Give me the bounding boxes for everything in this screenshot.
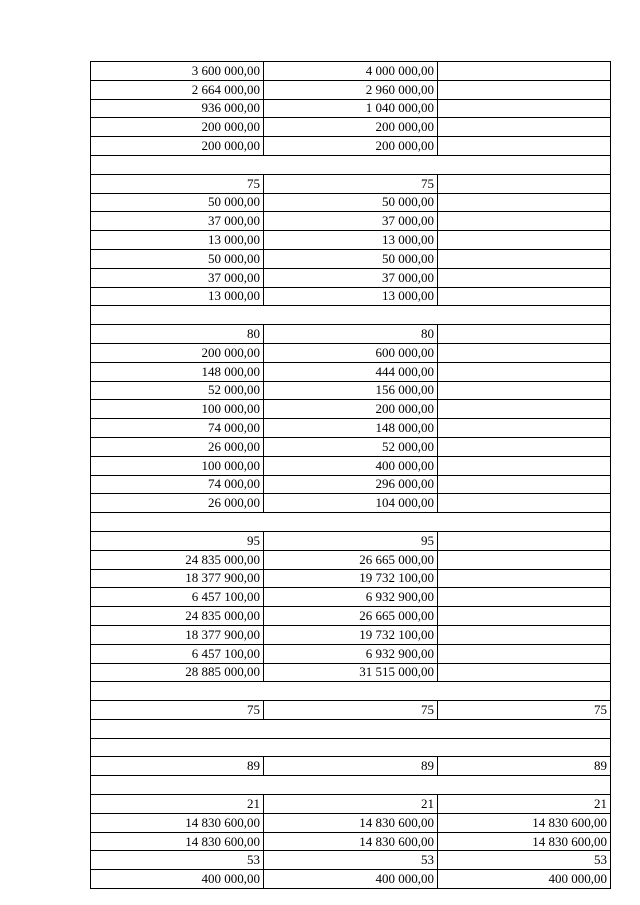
table-row: [91, 475, 611, 494]
table-cell-col2: 1 040 000,00: [264, 99, 438, 118]
table-cell-col3: [438, 62, 611, 81]
table-row: [91, 325, 611, 344]
table-cell-col2: 6 932 900,00: [264, 644, 438, 663]
table-cell-col2: 52 000,00: [264, 437, 438, 456]
table-cell-col2: 31 515 000,00: [264, 663, 438, 682]
table-cell-col3: [438, 531, 611, 550]
table-cell-col1: 2 664 000,00: [91, 80, 264, 99]
table-cell-col3: 21: [438, 795, 611, 814]
table-cell-col1: 53: [91, 851, 264, 870]
separator-row: [91, 738, 611, 757]
table-cell-col2: 104 000,00: [264, 494, 438, 513]
table-row: [91, 287, 611, 306]
table-row: [91, 795, 611, 814]
table-cell-col3: [438, 118, 611, 137]
separator-cell: [91, 776, 611, 795]
table-cell-col3: [438, 325, 611, 344]
table-cell-col1: 200 000,00: [91, 118, 264, 137]
table-cell-col3: [438, 137, 611, 156]
separator-cell: [91, 513, 611, 532]
table-row: [91, 62, 611, 81]
table-row: [91, 832, 611, 851]
table-row: [91, 400, 611, 419]
table-cell-col2: 6 932 900,00: [264, 588, 438, 607]
table-row: [91, 569, 611, 588]
table-cell-col1: 50 000,00: [91, 193, 264, 212]
table-cell-col2: 156 000,00: [264, 381, 438, 400]
table-cell-col1: 6 457 100,00: [91, 588, 264, 607]
table-row: [91, 268, 611, 287]
table-cell-col1: 50 000,00: [91, 249, 264, 268]
table-cell-col1: 14 830 600,00: [91, 813, 264, 832]
table-row: [91, 137, 611, 156]
table-cell-col3: [438, 212, 611, 231]
table-cell-col3: 53: [438, 851, 611, 870]
table-cell-col3: [438, 268, 611, 287]
table-cell-col3: 400 000,00: [438, 870, 611, 889]
table-row: [91, 437, 611, 456]
table-cell-col2: 80: [264, 325, 438, 344]
separator-row: [91, 719, 611, 738]
table-cell-col3: [438, 193, 611, 212]
table-cell-col1: 3 600 000,00: [91, 62, 264, 81]
table-cell-col3: [438, 475, 611, 494]
separator-row: [91, 682, 611, 701]
table-cell-col2: 89: [264, 757, 438, 776]
table-body: [91, 62, 611, 889]
table-cell-col2: 296 000,00: [264, 475, 438, 494]
table-cell-col1: 89: [91, 757, 264, 776]
table-cell-col2: 75: [264, 701, 438, 720]
table-cell-col1: 74 000,00: [91, 419, 264, 438]
table-row: [91, 249, 611, 268]
table-cell-col3: 75: [438, 701, 611, 720]
table-cell-col3: 14 830 600,00: [438, 813, 611, 832]
table-row: [91, 701, 611, 720]
table-cell-col3: [438, 249, 611, 268]
separator-cell: [91, 682, 611, 701]
table-cell-col3: [438, 400, 611, 419]
table-cell-col1: 52 000,00: [91, 381, 264, 400]
data-table: [90, 61, 611, 889]
table-cell-col1: 26 000,00: [91, 494, 264, 513]
table-cell-col2: 4 000 000,00: [264, 62, 438, 81]
table-cell-col1: 936 000,00: [91, 99, 264, 118]
table-cell-col3: [438, 437, 611, 456]
table-cell-col1: 24 835 000,00: [91, 607, 264, 626]
table-cell-col2: 75: [264, 174, 438, 193]
table-cell-col2: 400 000,00: [264, 456, 438, 475]
table-cell-col1: 148 000,00: [91, 362, 264, 381]
table-cell-col2: 200 000,00: [264, 400, 438, 419]
table-cell-col3: [438, 419, 611, 438]
table-cell-col2: 26 665 000,00: [264, 607, 438, 626]
table-row: [91, 625, 611, 644]
table-cell-col3: [438, 625, 611, 644]
table-cell-col3: [438, 494, 611, 513]
table-cell-col1: 37 000,00: [91, 212, 264, 231]
table-cell-col2: 200 000,00: [264, 118, 438, 137]
table-cell-col2: 200 000,00: [264, 137, 438, 156]
table-cell-col2: 37 000,00: [264, 268, 438, 287]
table-cell-col3: [438, 362, 611, 381]
table-row: [91, 343, 611, 362]
table-cell-col2: 26 665 000,00: [264, 550, 438, 569]
separator-row: [91, 513, 611, 532]
table-cell-col1: 75: [91, 174, 264, 193]
table-cell-col1: 18 377 900,00: [91, 625, 264, 644]
table-cell-col3: [438, 456, 611, 475]
table-cell-col1: 14 830 600,00: [91, 832, 264, 851]
table-cell-col1: 200 000,00: [91, 343, 264, 362]
table-cell-col2: 37 000,00: [264, 212, 438, 231]
separator-cell: [91, 738, 611, 757]
table-cell-col3: [438, 343, 611, 362]
table-cell-col3: [438, 381, 611, 400]
table-row: [91, 212, 611, 231]
separator-cell: [91, 719, 611, 738]
table-cell-col3: [438, 569, 611, 588]
table-row: [91, 99, 611, 118]
table-cell-col3: [438, 644, 611, 663]
table-cell-col2: 53: [264, 851, 438, 870]
table-cell-col3: [438, 607, 611, 626]
table-cell-col1: 100 000,00: [91, 400, 264, 419]
table-cell-col3: [438, 174, 611, 193]
table-cell-col1: 21: [91, 795, 264, 814]
separator-row: [91, 155, 611, 174]
table-cell-col3: [438, 588, 611, 607]
table-row: [91, 193, 611, 212]
table-cell-col3: [438, 550, 611, 569]
table-cell-col1: 100 000,00: [91, 456, 264, 475]
table-cell-col2: 19 732 100,00: [264, 625, 438, 644]
table-row: [91, 550, 611, 569]
table-row: [91, 588, 611, 607]
table-cell-col2: 148 000,00: [264, 419, 438, 438]
table-cell-col2: 2 960 000,00: [264, 80, 438, 99]
table-row: [91, 362, 611, 381]
table-row: [91, 644, 611, 663]
table-cell-col3: [438, 287, 611, 306]
table-row: [91, 118, 611, 137]
table-cell-col2: 13 000,00: [264, 231, 438, 250]
table-cell-col1: 26 000,00: [91, 437, 264, 456]
table-cell-col1: 37 000,00: [91, 268, 264, 287]
table-row: [91, 174, 611, 193]
table-cell-col2: 600 000,00: [264, 343, 438, 362]
table-cell-col2: 14 830 600,00: [264, 832, 438, 851]
table-cell-col2: 400 000,00: [264, 870, 438, 889]
table-cell-col1: 74 000,00: [91, 475, 264, 494]
table-cell-col1: 80: [91, 325, 264, 344]
table-row: [91, 531, 611, 550]
table-cell-col1: 95: [91, 531, 264, 550]
table-cell-col1: 13 000,00: [91, 287, 264, 306]
table-cell-col3: [438, 99, 611, 118]
table-cell-col3: 89: [438, 757, 611, 776]
table-cell-col2: 444 000,00: [264, 362, 438, 381]
separator-cell: [91, 306, 611, 325]
table-cell-col1: 6 457 100,00: [91, 644, 264, 663]
table-cell-col1: 200 000,00: [91, 137, 264, 156]
table-cell-col2: 14 830 600,00: [264, 813, 438, 832]
table-cell-col2: 50 000,00: [264, 193, 438, 212]
table-row: [91, 381, 611, 400]
table-cell-col1: 18 377 900,00: [91, 569, 264, 588]
table-row: [91, 456, 611, 475]
table-cell-col1: 13 000,00: [91, 231, 264, 250]
table-cell-col3: [438, 231, 611, 250]
table-cell-col1: 75: [91, 701, 264, 720]
table-cell-col1: 28 885 000,00: [91, 663, 264, 682]
table-row: [91, 419, 611, 438]
table-row: [91, 757, 611, 776]
table-row: [91, 870, 611, 889]
table-cell-col3: [438, 663, 611, 682]
table-row: [91, 494, 611, 513]
table-row: [91, 607, 611, 626]
table-cell-col1: 400 000,00: [91, 870, 264, 889]
table-row: [91, 663, 611, 682]
table-row: [91, 813, 611, 832]
table-cell-col2: 50 000,00: [264, 249, 438, 268]
table-row: [91, 231, 611, 250]
table-cell-col2: 13 000,00: [264, 287, 438, 306]
separator-cell: [91, 155, 611, 174]
table-cell-col3: [438, 80, 611, 99]
table-row: [91, 80, 611, 99]
separator-row: [91, 776, 611, 795]
table-cell-col3: 14 830 600,00: [438, 832, 611, 851]
data-table-container: [90, 61, 610, 889]
table-cell-col2: 19 732 100,00: [264, 569, 438, 588]
table-cell-col2: 21: [264, 795, 438, 814]
table-row: [91, 851, 611, 870]
table-cell-col1: 24 835 000,00: [91, 550, 264, 569]
separator-row: [91, 306, 611, 325]
table-cell-col2: 95: [264, 531, 438, 550]
